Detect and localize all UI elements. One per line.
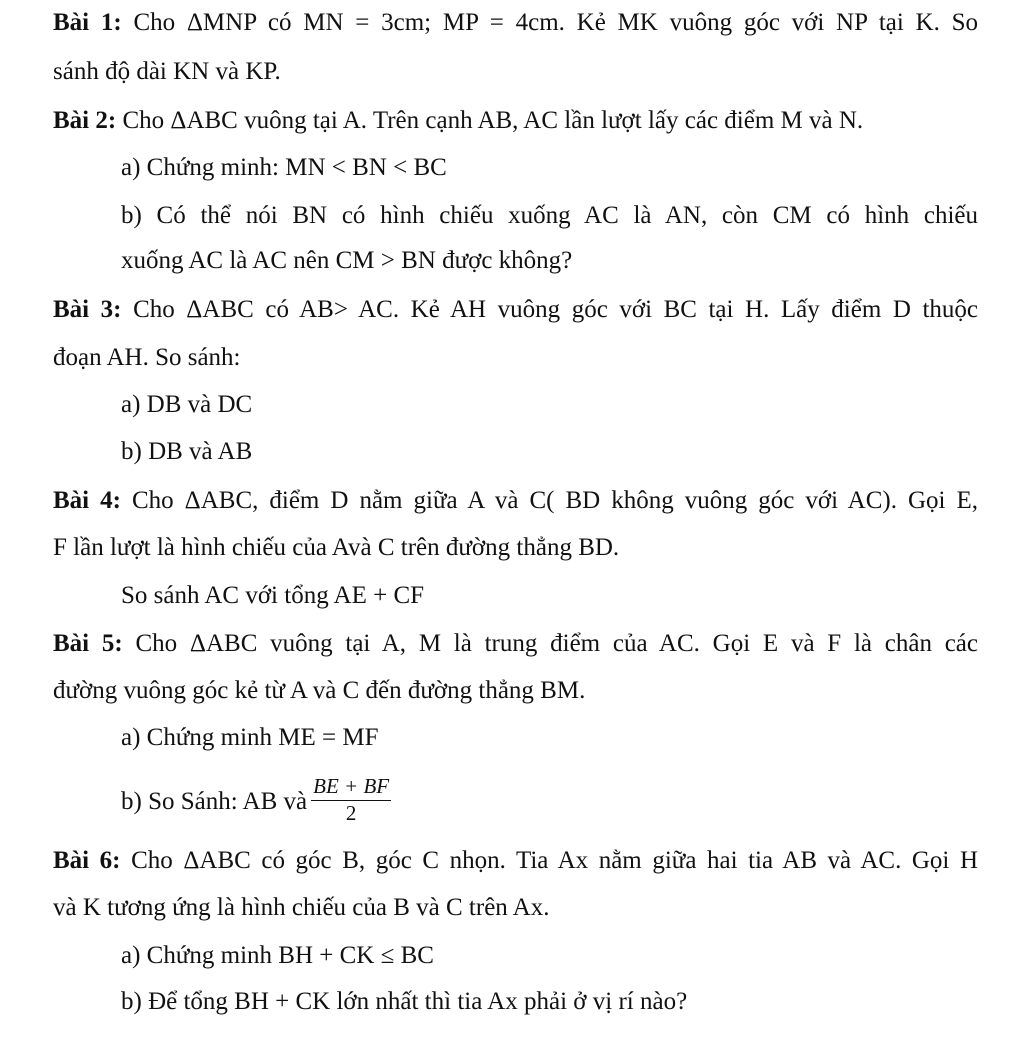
fraction xyxy=(311,774,391,825)
bai4-label: Bài 4: xyxy=(53,487,121,514)
bai4-line1 xyxy=(53,485,978,517)
bai3-label: Bài 3: xyxy=(53,296,122,323)
bai6-text1: Cho ΔABC có góc B, góc C nhọn. Tia Ax nằm giữa hai tia AB và AC. Gọi H xyxy=(131,847,979,874)
bai2-label: Bài 2: xyxy=(53,107,117,134)
fraction-denominator: 2 xyxy=(345,801,357,825)
bai5-line2: đường vuông góc kẻ từ A và C đến đường thẳng BM. xyxy=(53,677,586,704)
bai2-part-b-line1: b) Có thể nói BN có hình chiếu xuống AC là AN, còn CM có hình chiếu xyxy=(121,202,978,229)
bai2-text1: Cho ΔABC vuông tại A. Trên cạnh AB, AC lần lượt lấy các điểm M và N. xyxy=(122,107,864,134)
bai5-text1: Cho ΔABC vuông tại A, M là trung điểm của AC. Gọi E và F là chân các xyxy=(135,630,979,657)
bai6-label: Bài 6: xyxy=(53,847,121,874)
bai5-label: Bài 5: xyxy=(53,630,123,657)
fraction-numerator: BE + BF xyxy=(311,774,391,801)
bai2-line1 xyxy=(53,105,863,137)
bai1-line2: sánh độ dài KN và KP. xyxy=(53,58,281,85)
bai3-part-a: a) DB và DC xyxy=(121,391,253,418)
bai1-text1: Cho ΔMNP có MN = 3cm; MP = 4cm. Kẻ MK vuông góc với NP tại K. So xyxy=(133,9,979,36)
bai4-line2: F lần lượt là hình chiếu của Avà C trên đường thẳng BD. xyxy=(53,534,620,561)
bai2-part-b-line2: xuống AC là AC nên CM > BN được không? xyxy=(121,247,573,274)
bai5-part-b-text: b) So Sánh: AB và xyxy=(121,788,308,816)
bai3-line2: đoạn AH. So sánh: xyxy=(53,344,241,371)
bai6-line2: và K tương ứng là hình chiếu của B và C trên Ax. xyxy=(53,894,550,921)
bai5-part-a: a) Chứng minh ME = MF xyxy=(121,724,379,751)
bai5-part-b xyxy=(121,774,391,829)
bai3-part-b: b) DB và AB xyxy=(121,438,253,465)
bai6-part-b: b) Để tổng BH + CK lớn nhất thì tia Ax phải ở vị rí nào? xyxy=(121,988,688,1015)
bai1-line1 xyxy=(53,7,978,39)
bai6-line1 xyxy=(53,845,978,877)
bai4-line3: So sánh AC với tổng AE + CF xyxy=(121,582,425,609)
bai2-part-a: a) Chứng minh: MN < BN < BC xyxy=(121,154,447,181)
bai3-text1: Cho ΔABC có AB> AC. Kẻ AH vuông góc với BC tại H. Lấy điểm D thuộc xyxy=(133,296,979,323)
bai6-part-a: a) Chứng minh BH + CK ≤ BC xyxy=(121,942,434,969)
bai1-label: Bài 1: xyxy=(53,9,122,36)
bai4-text1: Cho ΔABC, điểm D nằm giữa A và C( BD không vuông góc với AC). Gọi E, xyxy=(131,487,978,514)
bai5-line1 xyxy=(53,628,978,660)
bai3-line1 xyxy=(53,294,978,326)
